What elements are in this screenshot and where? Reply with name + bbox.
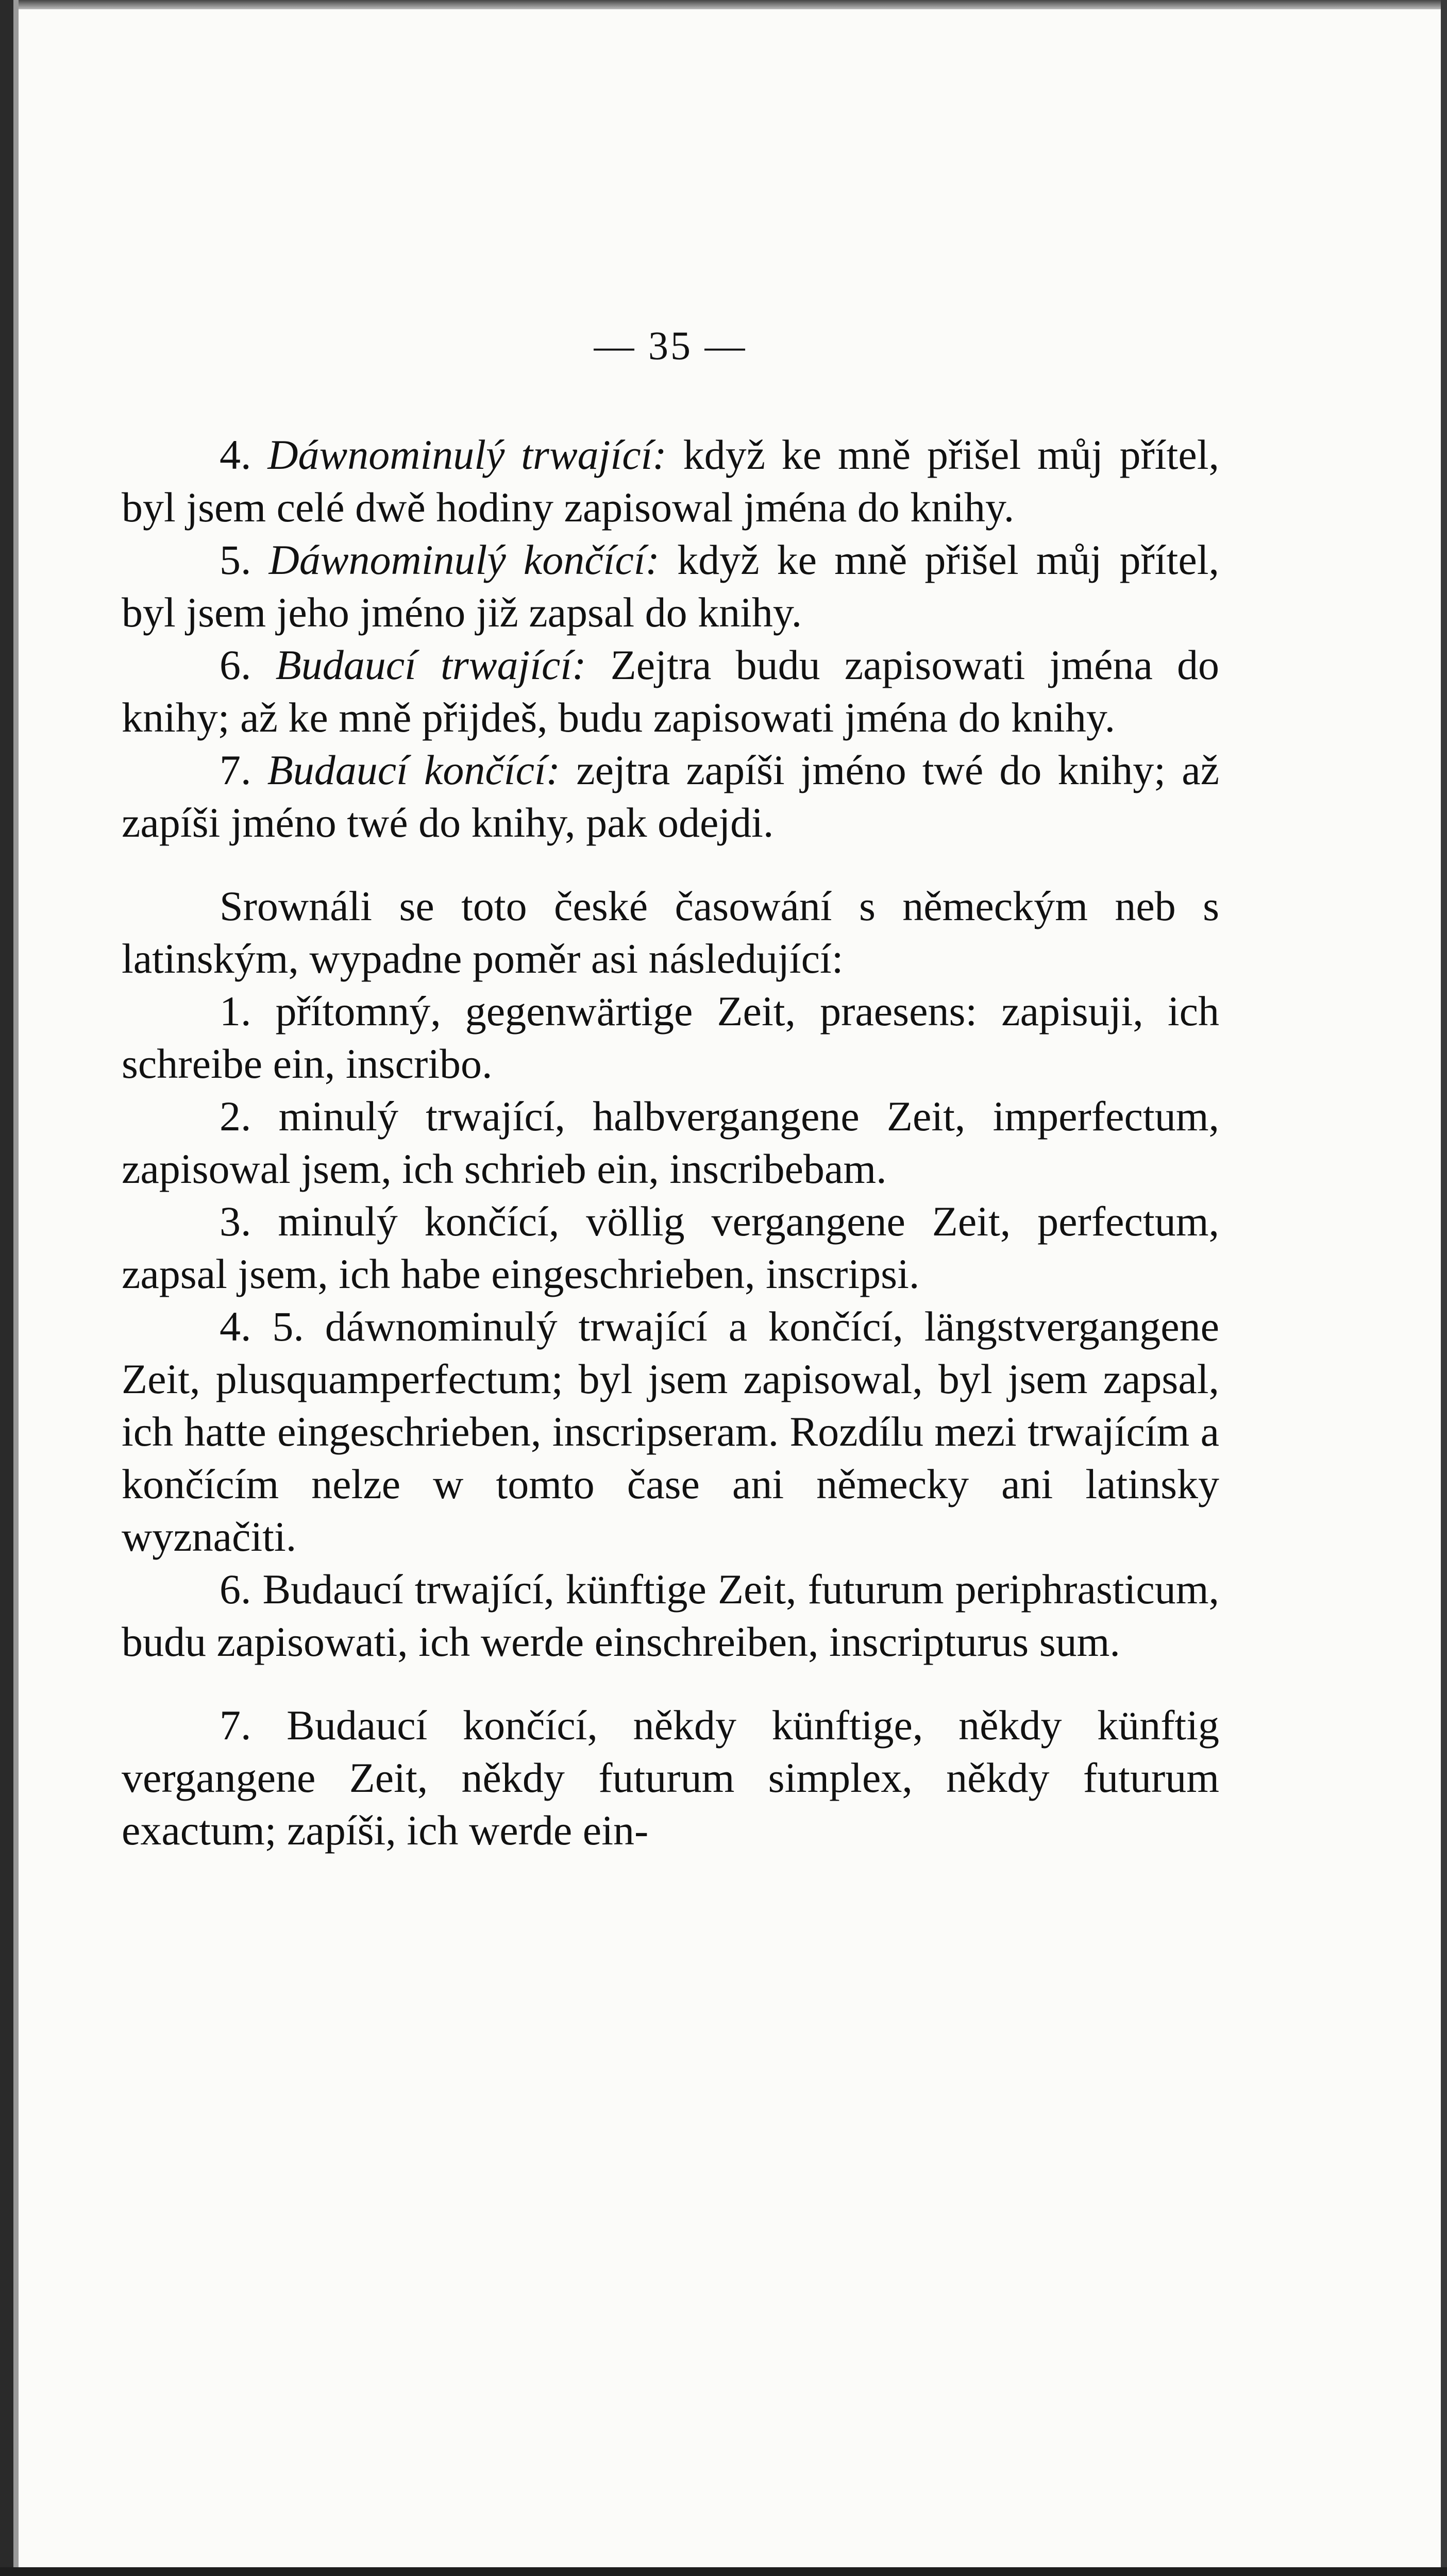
section-gap	[122, 849, 1219, 880]
scan-edge-top	[0, 0, 1447, 9]
comparison-1: 1. přítomný, gegenwärtige Zeit, praesens: zapisuji, ich schreibe ein, inscribo.	[122, 988, 1219, 1087]
comparison-3: 3. minulý končící, völlig vergangene Zeit, perfectum, zapsal jsem, ich habe eingeschrieben, inscripsi.	[122, 1198, 1219, 1297]
comparison-intro: Srownáli se toto české časowání s německým neb s latinským, wypadne poměr asi následující:	[122, 883, 1219, 982]
paragraph-number: 7.	[220, 747, 251, 793]
scan-edge-right	[1441, 0, 1447, 2576]
paragraph-7	[122, 744, 1219, 849]
tense-label: Budaucí trwající:	[275, 641, 586, 688]
scan-edge-left	[0, 0, 13, 2576]
scan-edge-left-inner	[13, 0, 19, 2576]
comparison-7: 7. Budaucí končící, někdy künftige, někdy künftig vergangene Zeit, někdy futurum simplex, někdy futurum exactum; zapíši, ich werde ein-	[122, 1702, 1219, 1854]
section-gap	[122, 1668, 1219, 1699]
paragraph-text: Zejtra budu zapisowati jména do knihy; až ke mně přijdeš, budu zapisowati jména do knihy.	[122, 641, 1220, 741]
book-page	[122, 319, 1219, 1857]
tense-label: Budaucí končící:	[267, 747, 561, 793]
comparison-6: 6. Budaucí trwající, künftige Zeit, futurum periphrasticum, budu zapisowati, ich werde einschreiben, inscripturus sum.	[122, 1566, 1219, 1665]
page-number: — 35 —	[594, 323, 747, 368]
comparison-4-5: 4. 5. dáwnominulý trwající a končící, längstvergangene Zeit, plusquamperfectum; byl jsem zapisowal, byl jsem zapsal, ich hatte eingeschrieben, inscripseram. Rozdílu mezi trwajícím a končícím nelze w tomto čase ani německy ani latinsky wyznačiti.	[122, 1303, 1219, 1560]
paragraph-text: když ke mně přišel můj přítel, byl jsem celé dwě hodiny zapisowal jména do knihy.	[122, 431, 1220, 531]
tense-label: Dáwnominulý končící:	[268, 536, 660, 583]
tense-label: Dáwnominulý trwající:	[267, 431, 667, 478]
paragraph-number: 4.	[220, 431, 251, 478]
scan-edge-bottom	[0, 2567, 1447, 2576]
paragraph-6	[122, 639, 1219, 744]
paragraph-number: 6.	[220, 641, 251, 688]
paragraph-number: 5.	[220, 536, 251, 583]
paragraph-4	[122, 429, 1219, 534]
paragraph-text: když ke mně přišel můj přítel, byl jsem jeho jméno již zapsal do knihy.	[122, 536, 1219, 636]
paragraph-5	[122, 534, 1219, 639]
comparison-2: 2. minulý trwající, halbvergangene Zeit, imperfectum, zapisowal jsem, ich schrieb ein, inscribebam.	[122, 1093, 1219, 1192]
paragraph-text: zejtra zapíši jméno twé do knihy; až zapíši jméno twé do knihy, pak odejdi.	[122, 747, 1219, 846]
